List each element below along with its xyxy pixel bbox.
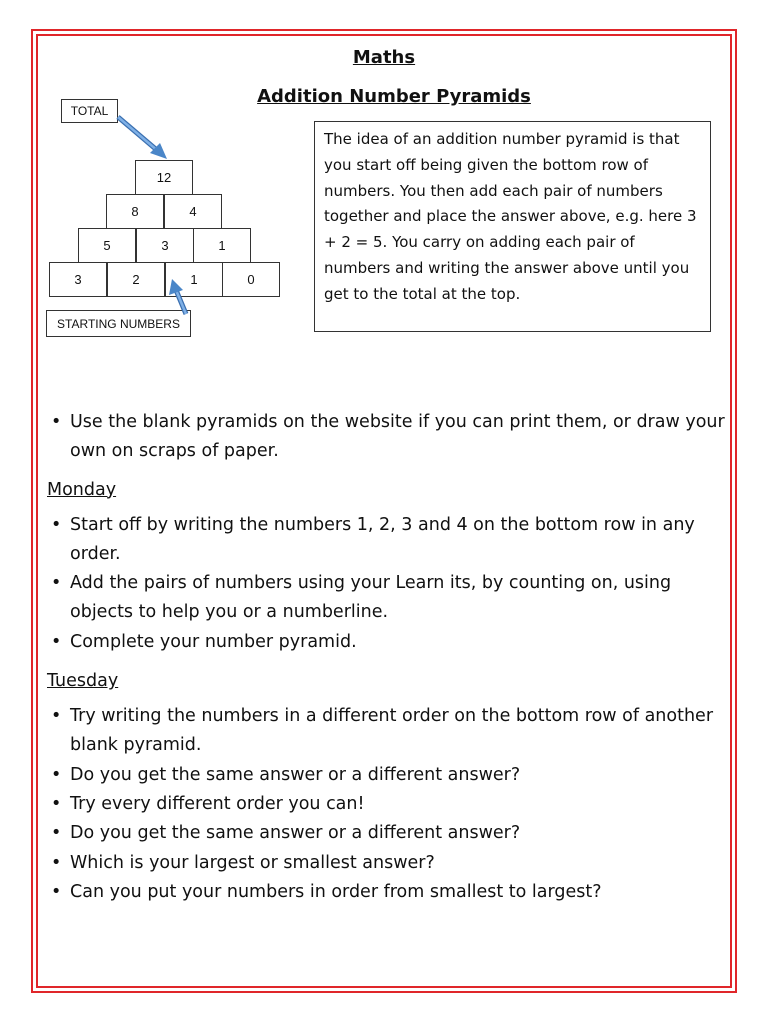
page-title: Addition Number Pyramids xyxy=(257,86,531,107)
list-item: • Do you get the same answer or a different answer? xyxy=(47,819,732,848)
list-item: • Start off by writing the numbers 1, 2, 3 and 4 on the bottom row in any order. xyxy=(47,511,732,570)
pyramid-cell: 3 xyxy=(136,228,194,263)
list-item: • Which is your largest or smallest answer? xyxy=(47,849,732,878)
list-item: • Try every different order you can! xyxy=(47,790,732,819)
instructions xyxy=(47,408,732,907)
pyramid-cell: 5 xyxy=(78,228,136,263)
intro-list xyxy=(47,408,732,467)
list-item: • Can you put your numbers in order from smallest to largest? xyxy=(47,878,732,907)
starting-numbers-label: STARTING NUMBERS xyxy=(46,310,191,337)
list-item: • Add the pairs of numbers using your Learn its, by counting on, using objects to help you or a numberline. xyxy=(47,569,732,628)
list-item: • Try writing the numbers in a different order on the bottom row of another blank pyramid. xyxy=(47,702,732,761)
pyramid-cell: 1 xyxy=(165,262,223,297)
pyramid-cell: 1 xyxy=(193,228,251,263)
explanation-box: The idea of an addition number pyramid is that you start off being given the bottom row of numbers. You then add each pair of numbers together and place the answer above, e.g. here 3 + 2 = 5. You carry on adding each pair of numbers and writing the answer above until you get to the total at the top. xyxy=(314,121,711,332)
pyramid-cell: 12 xyxy=(135,160,193,195)
pyramid-cell: 8 xyxy=(106,194,164,229)
subject-heading: Maths xyxy=(352,47,416,68)
list-item: • Complete your number pyramid. xyxy=(47,628,732,657)
monday-heading: Monday xyxy=(47,479,117,500)
total-label: TOTAL xyxy=(61,99,118,123)
pyramid-cell: 0 xyxy=(222,262,280,297)
tuesday-heading: Tuesday xyxy=(47,671,119,692)
monday-list xyxy=(47,511,732,657)
list-item: • Do you get the same answer or a different answer? xyxy=(47,761,732,790)
pyramid-cell: 3 xyxy=(49,262,107,297)
pyramid-cell: 2 xyxy=(107,262,165,297)
list-item: • Use the blank pyramids on the website if you can print them, or draw your own on scraps of paper. xyxy=(47,408,732,467)
tuesday-list xyxy=(47,702,732,907)
pyramid-cell: 4 xyxy=(164,194,222,229)
